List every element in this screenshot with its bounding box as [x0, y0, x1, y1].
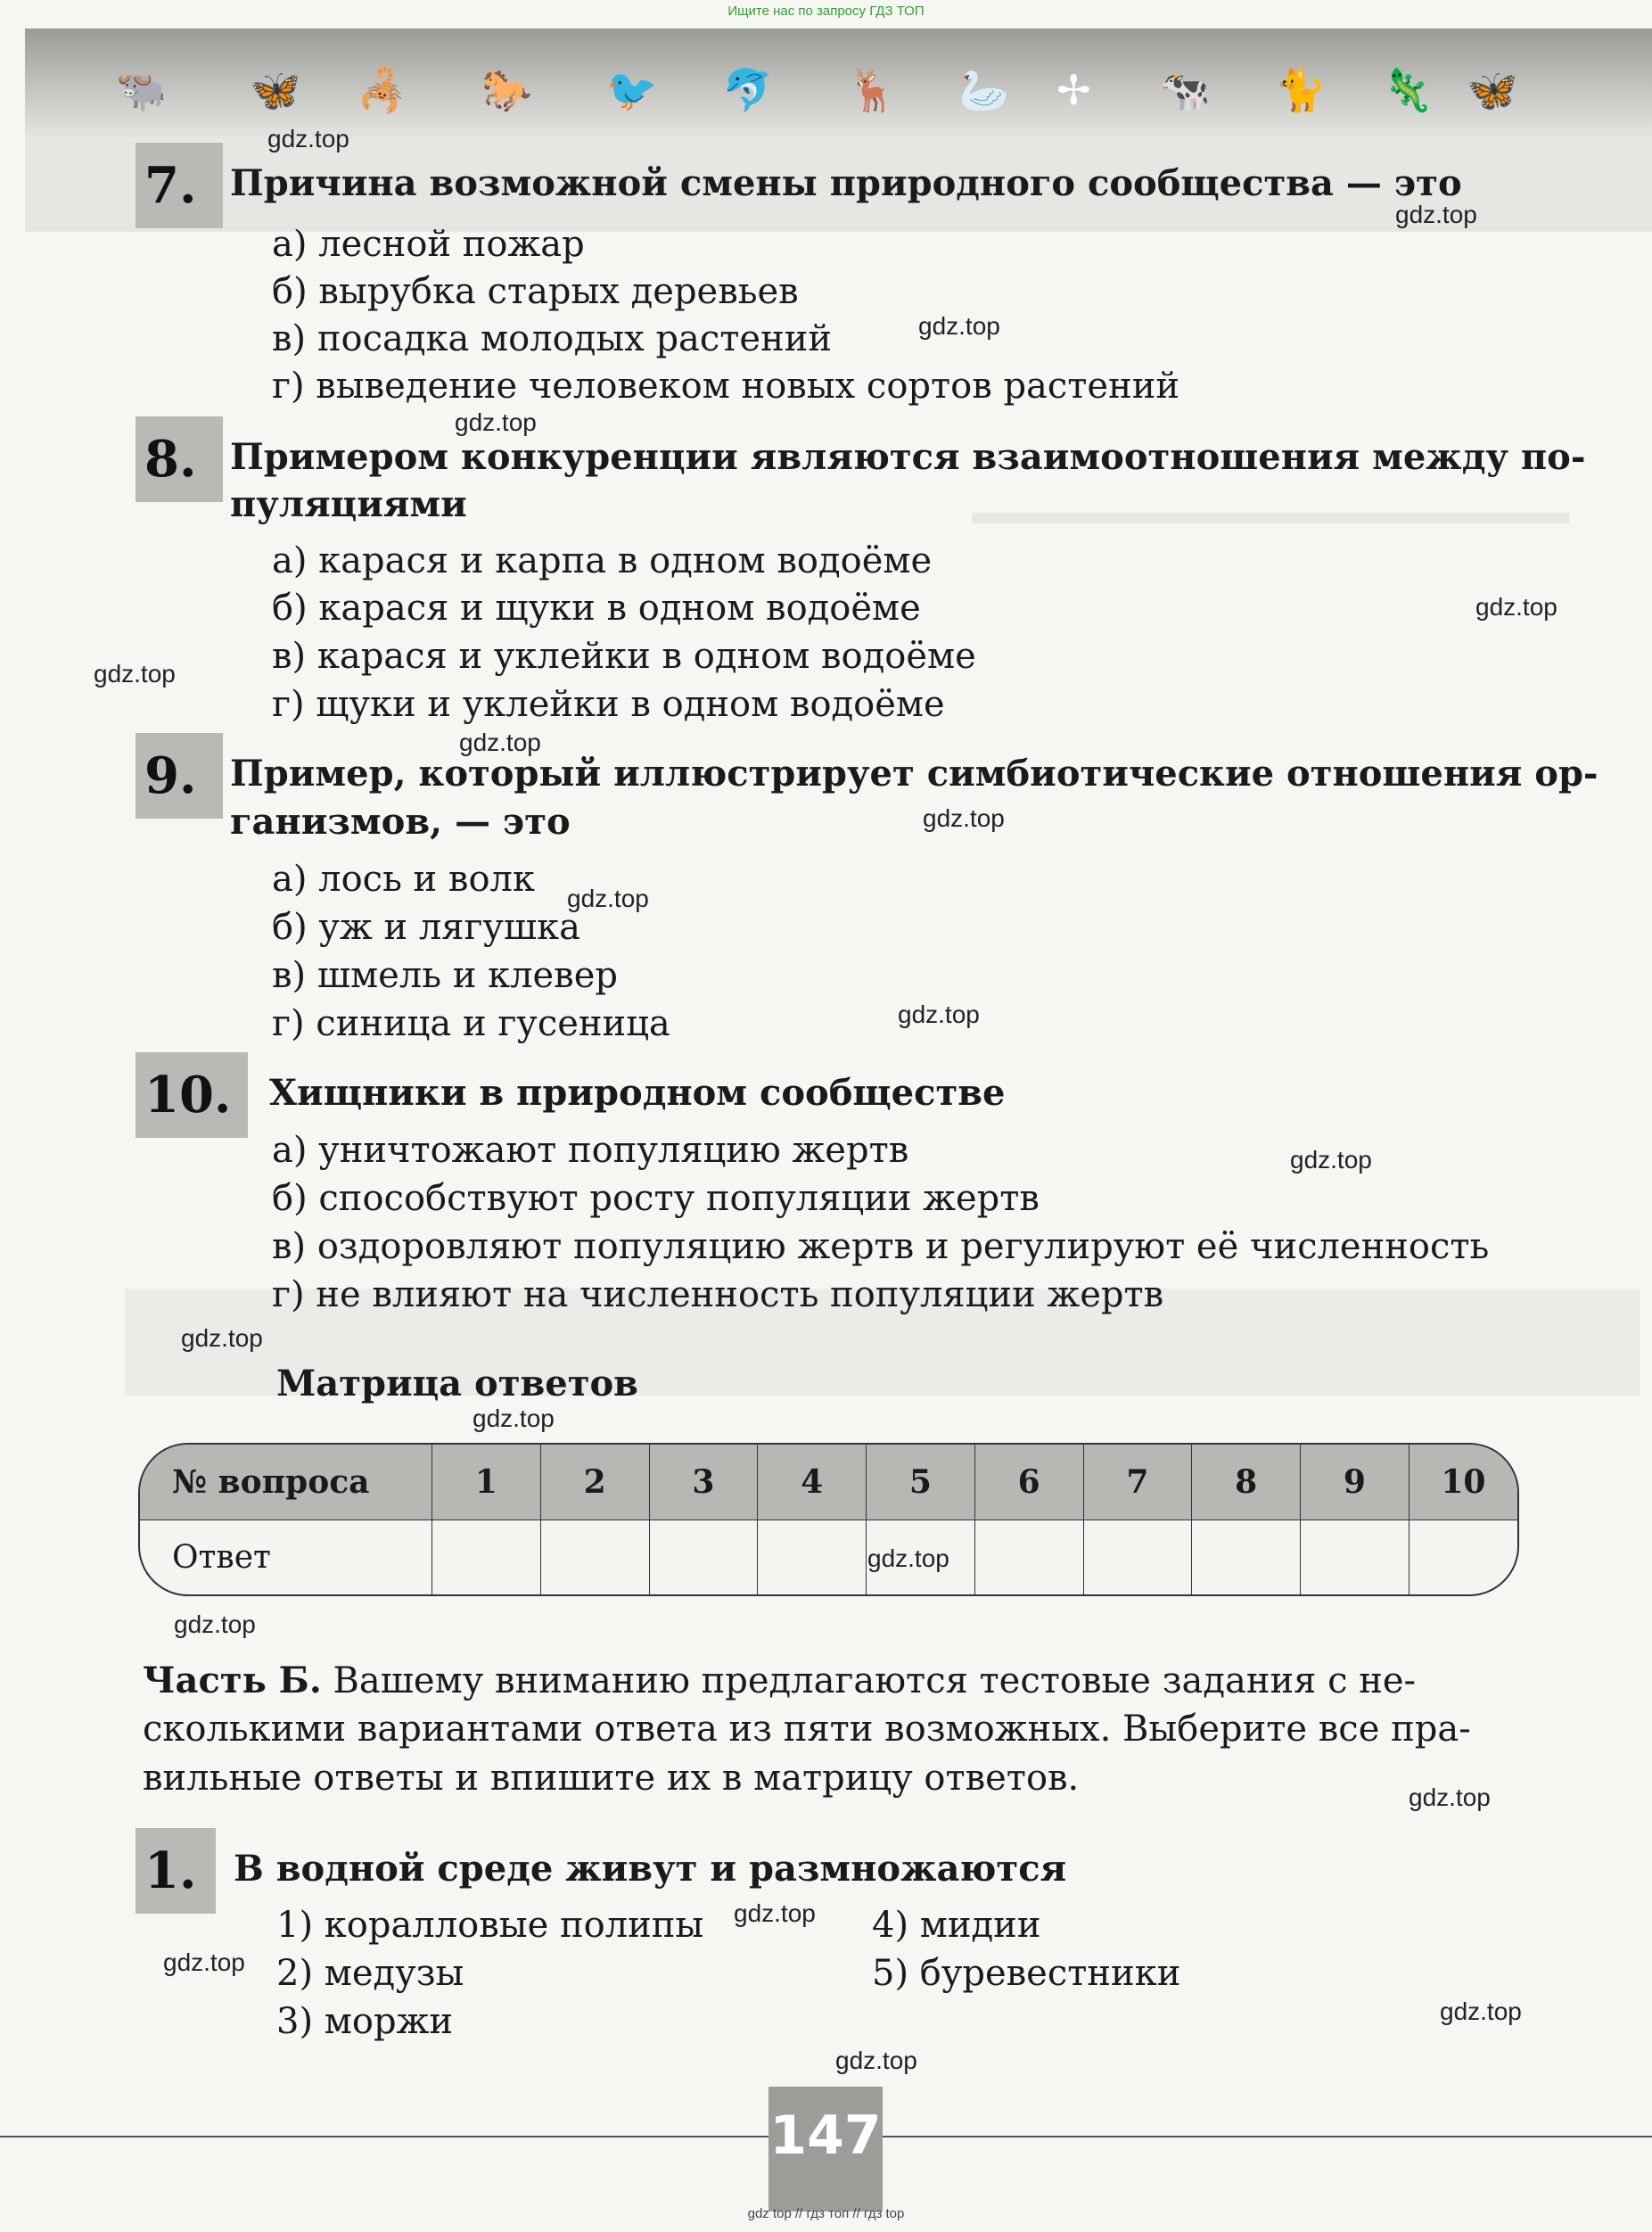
part-b-question-number-1: 1. — [136, 1828, 216, 1914]
matrix-answer-cell[interactable] — [649, 1520, 758, 1595]
part-b-question-1-option-5: 5) буревестники — [872, 1953, 1181, 1994]
watermark: gdz.top — [1409, 1783, 1491, 1811]
matrix-answer-cell[interactable] — [1083, 1520, 1192, 1595]
question-7-option-c: в) посадка молодых растений — [272, 318, 833, 359]
watermark: gdz.top — [181, 1324, 263, 1352]
part-b-question-1-option-1: 1) коралловые полипы — [276, 1905, 704, 1946]
question-9-option-c: в) шмель и клевер — [272, 955, 618, 996]
footer-note: gdz top // гдз топ // гдз top — [747, 2206, 905, 2221]
part-b-question-1-text: В водной среде живут и размножаются — [234, 1848, 1067, 1890]
scorpion-icon: 🦂 — [357, 66, 408, 114]
question-8-text-line1: Примером конкуренции являются взаимоотношения между по- — [230, 436, 1586, 478]
question-10-option-b: б) способствуют росту популяции жертв — [272, 1178, 1040, 1219]
butterfly-icon: 🦋 — [1467, 66, 1518, 114]
horse-icon: 🐎 — [481, 66, 533, 114]
watermark: gdz.top — [163, 1948, 245, 1976]
matrix-answer-cell[interactable] — [1301, 1520, 1410, 1595]
watermark: gdz.top — [1440, 1997, 1522, 2025]
question-9-text-line1: Пример, который иллюстрирует симбиотические отношения ор- — [230, 753, 1599, 795]
matrix-answer-cell[interactable] — [1409, 1520, 1517, 1595]
part-b-intro-line3: вильные ответы и впишите их в матрицу ответов. — [143, 1758, 1080, 1799]
cow-icon: 🐄 — [1159, 66, 1211, 114]
question-7-option-d: г) выведение человеком новых сортов растений — [272, 366, 1180, 407]
matrix-answer-label: Ответ — [140, 1520, 432, 1595]
watermark: gdz.top — [459, 729, 541, 756]
moose-icon: 🦌 — [847, 66, 899, 114]
question-10-option-d: г) не влияют на численность популяции жертв — [272, 1274, 1164, 1315]
butterfly-icon: 🦋 — [250, 66, 301, 114]
part-b-question-1-option-2: 2) медузы — [276, 1953, 464, 1994]
question-8-option-b: б) карася и щуки в одном водоёме — [272, 588, 921, 629]
matrix-column-1: 1 — [432, 1445, 541, 1520]
matrix-column-7: 7 — [1083, 1445, 1192, 1520]
question-number-7: 7. — [136, 143, 223, 228]
cat-icon: 🐈 — [1275, 66, 1327, 114]
question-number-8: 8. — [136, 416, 223, 502]
part-b-intro-text: Вашему вниманию предлагаются тестовые задания с не- — [321, 1660, 1417, 1701]
bottom-rule-right — [883, 2136, 1652, 2137]
question-number-10: 10. — [136, 1052, 248, 1138]
question-10-option-c: в) оздоровляют популяцию жертв и регулируют её численность — [272, 1226, 1490, 1267]
question-9-text-line2: ганизмов, — это — [230, 801, 571, 843]
watermark: gdz.top — [174, 1610, 256, 1638]
watermark: gdz.top — [1395, 201, 1477, 228]
answer-matrix — [138, 1443, 1519, 1596]
bison-icon: 🐃 — [116, 66, 168, 114]
watermark: gdz.top — [835, 2047, 917, 2074]
matrix-title: Матрица ответов — [276, 1363, 638, 1404]
watermark: gdz.top — [1290, 1146, 1372, 1174]
matrix-column-2: 2 — [540, 1445, 649, 1520]
question-8-text-line2: пуляциями — [230, 483, 467, 525]
watermark: gdz.top — [734, 1899, 816, 1927]
watermark: gdz.top — [455, 408, 537, 436]
lizard-icon: 🦎 — [1382, 66, 1434, 114]
matrix-column-9: 9 — [1301, 1445, 1410, 1520]
dragonfly-icon: ✢ — [1056, 66, 1091, 114]
matrix-answer-cell[interactable] — [758, 1520, 867, 1595]
question-9-option-a: а) лось и волк — [272, 859, 535, 900]
question-9-option-b: б) уж и лягушка — [272, 907, 580, 948]
heron-icon: 🦢 — [958, 66, 1010, 114]
part-b-intro-line2: сколькими вариантами ответа из пяти возможных. Выберите все пра- — [143, 1709, 1471, 1750]
matrix-answer-cell[interactable] — [974, 1520, 1083, 1595]
matrix-header-label: № вопроса — [140, 1445, 432, 1520]
bird-icon: 🐦 — [606, 66, 658, 114]
watermark: gdz.top — [567, 885, 649, 912]
bleed-through-line — [972, 513, 1569, 523]
question-7-option-a: а) лесной пожар — [272, 224, 585, 265]
question-10-option-a: а) уничтожают популяцию жертв — [272, 1130, 909, 1171]
watermark: gdz.top — [923, 804, 1005, 832]
matrix-answer-cell[interactable] — [432, 1520, 541, 1595]
part-b-question-1-option-3: 3) моржи — [276, 2001, 454, 2042]
matrix-column-10: 10 — [1409, 1445, 1517, 1520]
watermark: gdz.top — [898, 1001, 980, 1028]
matrix-answer-cell[interactable] — [1192, 1520, 1301, 1595]
question-8-option-a: а) карася и карпа в одном водоёме — [272, 540, 933, 581]
matrix-column-3: 3 — [649, 1445, 758, 1520]
watermark: gdz.top — [867, 1544, 949, 1572]
part-b-label: Часть Б. — [143, 1660, 322, 1701]
question-number-9: 9. — [136, 733, 223, 819]
matrix-answer-cell[interactable] — [540, 1520, 649, 1595]
watermark: gdz.top — [473, 1404, 555, 1432]
bottom-rule-left — [0, 2136, 768, 2137]
matrix-column-4: 4 — [758, 1445, 867, 1520]
question-7-option-b: б) вырубка старых деревьев — [272, 271, 799, 312]
dolphin-icon: 🐬 — [722, 66, 774, 114]
watermark: gdz.top — [94, 660, 176, 688]
part-b-intro-line1 — [143, 1656, 1416, 1706]
watermark: gdz.top — [267, 125, 349, 152]
watermark: gdz.top — [918, 312, 1000, 340]
header-note: Ищите нас по запросу ГДЗ ТОП — [727, 4, 925, 19]
matrix-column-5: 5 — [867, 1445, 975, 1520]
matrix-column-6: 6 — [974, 1445, 1083, 1520]
question-8-option-c: в) карася и уклейки в одном водоёме — [272, 636, 976, 677]
question-7-text: Причина возможной смены природного сообщества — это — [230, 162, 1462, 204]
watermark: gdz.top — [1475, 593, 1557, 621]
matrix-column-8: 8 — [1192, 1445, 1301, 1520]
part-b-question-1-option-4: 4) мидии — [872, 1905, 1041, 1946]
page-number: 147 — [768, 2087, 883, 2211]
question-8-option-d: г) щуки и уклейки в одном водоёме — [272, 684, 945, 725]
question-9-option-d: г) синица и гусеница — [272, 1003, 670, 1044]
question-10-text: Хищники в природном сообществе — [269, 1072, 1006, 1114]
